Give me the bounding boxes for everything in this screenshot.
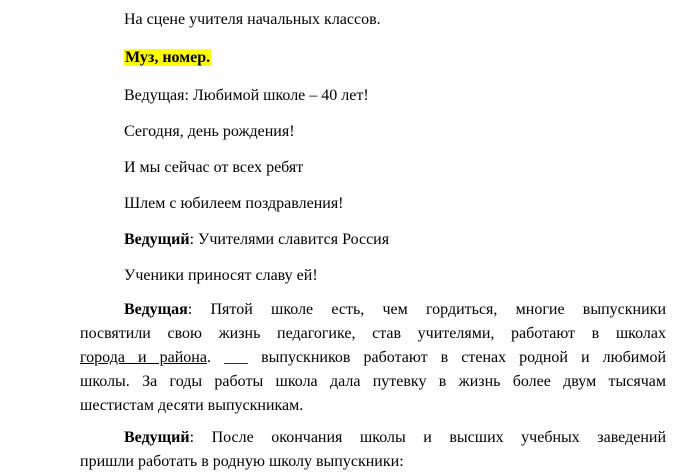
verse-text-1: Ведущая: Любимой школе – 40 лет! <box>124 87 369 104</box>
verse-line-4 <box>124 194 344 213</box>
verse-text-3: И мы сейчас от всех ребят <box>124 159 304 176</box>
verse-line-3 <box>124 158 303 177</box>
stage-direction-line <box>124 10 381 29</box>
speaker-label: Ведущая <box>124 301 188 318</box>
verse-text-5: : Учителями славится Россия <box>189 231 390 248</box>
verse-line-2 <box>124 122 295 141</box>
paragraph-text: . ___ выпускников работают в стенах родной и любимой <box>206 349 667 366</box>
paragraph-row: посвятили свою жизнь педагогике, став учителями, работают в школах <box>80 325 666 342</box>
music-number-line <box>124 48 211 67</box>
verse-line-5 <box>124 230 389 249</box>
speaker-label: Ведущий <box>124 429 190 446</box>
underlined-text: города и района <box>80 349 207 366</box>
paragraph-row: школы. За годы работы школа дала путевку в жизнь более двум тысячам <box>80 373 666 390</box>
speaker-label: Ведущий <box>124 231 190 248</box>
paragraph-speaker-2 <box>80 426 666 474</box>
paragraph-row <box>80 346 666 370</box>
paragraph-row: пришли работать в родную школу выпускники: <box>80 453 404 470</box>
verse-text-6: Ученики приносят славу ей! <box>124 267 318 284</box>
verse-text-4: Шлем с юбилеем поздравления! <box>124 195 344 212</box>
music-number-highlight: Муз, номер. <box>125 49 211 66</box>
paragraph-row <box>80 426 666 450</box>
verse-text-2: Сегодня, день рождения! <box>124 123 295 140</box>
paragraph-text: : После окончания школы и высших учебных заведений <box>189 429 666 446</box>
verse-line-6 <box>124 266 318 285</box>
verse-line-1 <box>124 86 369 105</box>
paragraph-row <box>80 298 666 322</box>
paragraph-text: : Пятой школе есть, чем гордиться, многие выпускники <box>187 301 666 318</box>
paragraph-speaker-1 <box>80 298 666 418</box>
paragraph-row: шестистам десяти выпускникам. <box>80 397 304 414</box>
stage-direction-text: На сцене учителя начальных классов. <box>124 11 381 28</box>
